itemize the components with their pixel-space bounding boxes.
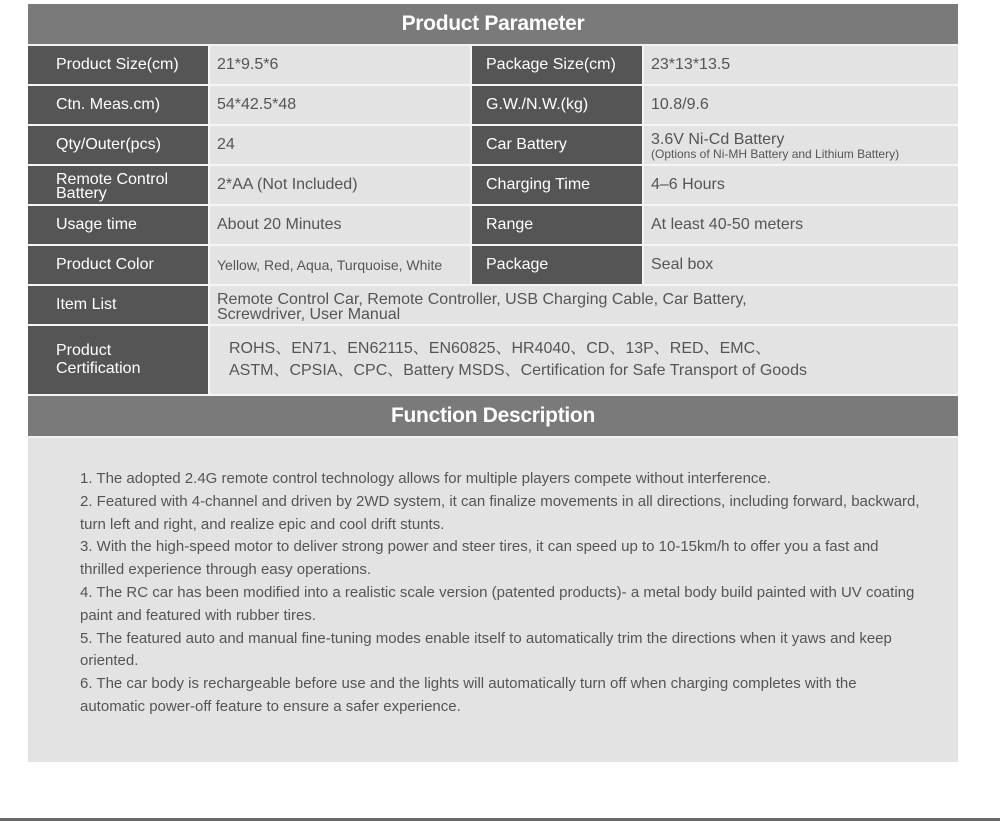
param-value: Seal box: [644, 246, 958, 286]
label-line: Battery: [56, 185, 107, 202]
param-value: 21*9.5*6: [210, 46, 472, 86]
item-list-value: [210, 286, 958, 326]
param-label: Car Battery: [472, 126, 644, 166]
item-list-line: Screwdriver, User Manual: [217, 306, 401, 323]
function-item: 6. The car body is rechargeable before use and the lights will automatically turn off when charging completes with the automatic power-off feature to ensure a safer experience.: [80, 675, 857, 715]
param-value: 4–6 Hours: [644, 166, 958, 206]
bottom-divider: [0, 818, 1000, 821]
param-label: Usage time: [28, 206, 210, 246]
param-value-colors: Yellow, Red, Aqua, Turquoise, White: [210, 246, 472, 286]
param-value: 24: [210, 126, 472, 166]
param-value-battery: [644, 126, 958, 166]
param-value: 2*AA (Not Included): [210, 166, 472, 206]
param-label: G.W./N.W.(kg): [472, 86, 644, 126]
param-label: Package: [472, 246, 644, 286]
param-label: Product Size(cm): [28, 46, 210, 86]
function-description-header: [28, 396, 958, 438]
item-list-line: Remote Control Car, Remote Controller, USB Charging Cable, Car Battery,: [217, 291, 747, 308]
param-value: About 20 Minutes: [210, 206, 472, 246]
param-label: Product Color: [28, 246, 210, 286]
battery-options-note: (Options of Ni-MH Battery and Lithium Battery): [651, 147, 900, 161]
param-label-remote-battery: [28, 166, 210, 206]
function-item: 5. The featured auto and manual fine-tuning modes enable itself to automatically trim the directions when it yaws and keep oriented.: [80, 629, 892, 670]
certification-value: [210, 326, 958, 396]
function-description-title: Function Description: [390, 404, 595, 427]
param-value: 23*13*13.5: [644, 46, 958, 86]
function-item: 3. With the high-speed motor to deliver strong power and steer tires, it can speed up to 10-15km/h to offer you a fast and thrilled experience through easy operations.: [80, 538, 879, 579]
product-sheet: [28, 4, 958, 762]
param-value: 10.8/9.6: [644, 86, 958, 126]
param-label: Item List: [28, 286, 210, 326]
param-value: At least 40-50 meters: [644, 206, 958, 246]
param-label: Package Size(cm): [472, 46, 644, 86]
certification-line: ROHS、EN71、EN62115、EN60825、HR4040、CD、13P、RED、EMC、: [229, 340, 772, 357]
param-label: Range: [472, 206, 644, 246]
product-parameter-header: [28, 4, 958, 46]
param-label-certification: [28, 326, 210, 396]
label-line: Remote Control: [56, 171, 169, 188]
param-label: Ctn. Meas.cm): [28, 86, 210, 126]
function-item: 4. The RC car has been modified into a realistic scale version (patented products)- a metal body build painted with UV coating paint and featured with rubber tires.: [80, 583, 915, 624]
function-description-body: [28, 438, 958, 762]
product-parameter-title: Product Parameter: [401, 12, 585, 35]
battery-type: 3.6V Ni-Cd Battery: [651, 131, 785, 148]
certification-line: ASTM、CPSIA、CPC、Battery MSDS、Certification for Safe Transport of Goods: [229, 362, 807, 379]
param-label: Charging Time: [472, 166, 644, 206]
parameter-table: [28, 46, 958, 396]
label-line: Product: [56, 342, 112, 359]
param-value: 54*42.5*48: [210, 86, 472, 126]
function-item: 1. The adopted 2.4G remote control technology allows for multiple players compete without interference.: [80, 470, 771, 487]
label-line: Certification: [56, 360, 141, 377]
param-label: Qty/Outer(pcs): [28, 126, 210, 166]
function-item: 2. Featured with 4-channel and driven by 2WD system, it can finalize movements in all directions, including forward, backward, turn left and right, and realize epic and cool drift stunts.: [80, 492, 920, 533]
